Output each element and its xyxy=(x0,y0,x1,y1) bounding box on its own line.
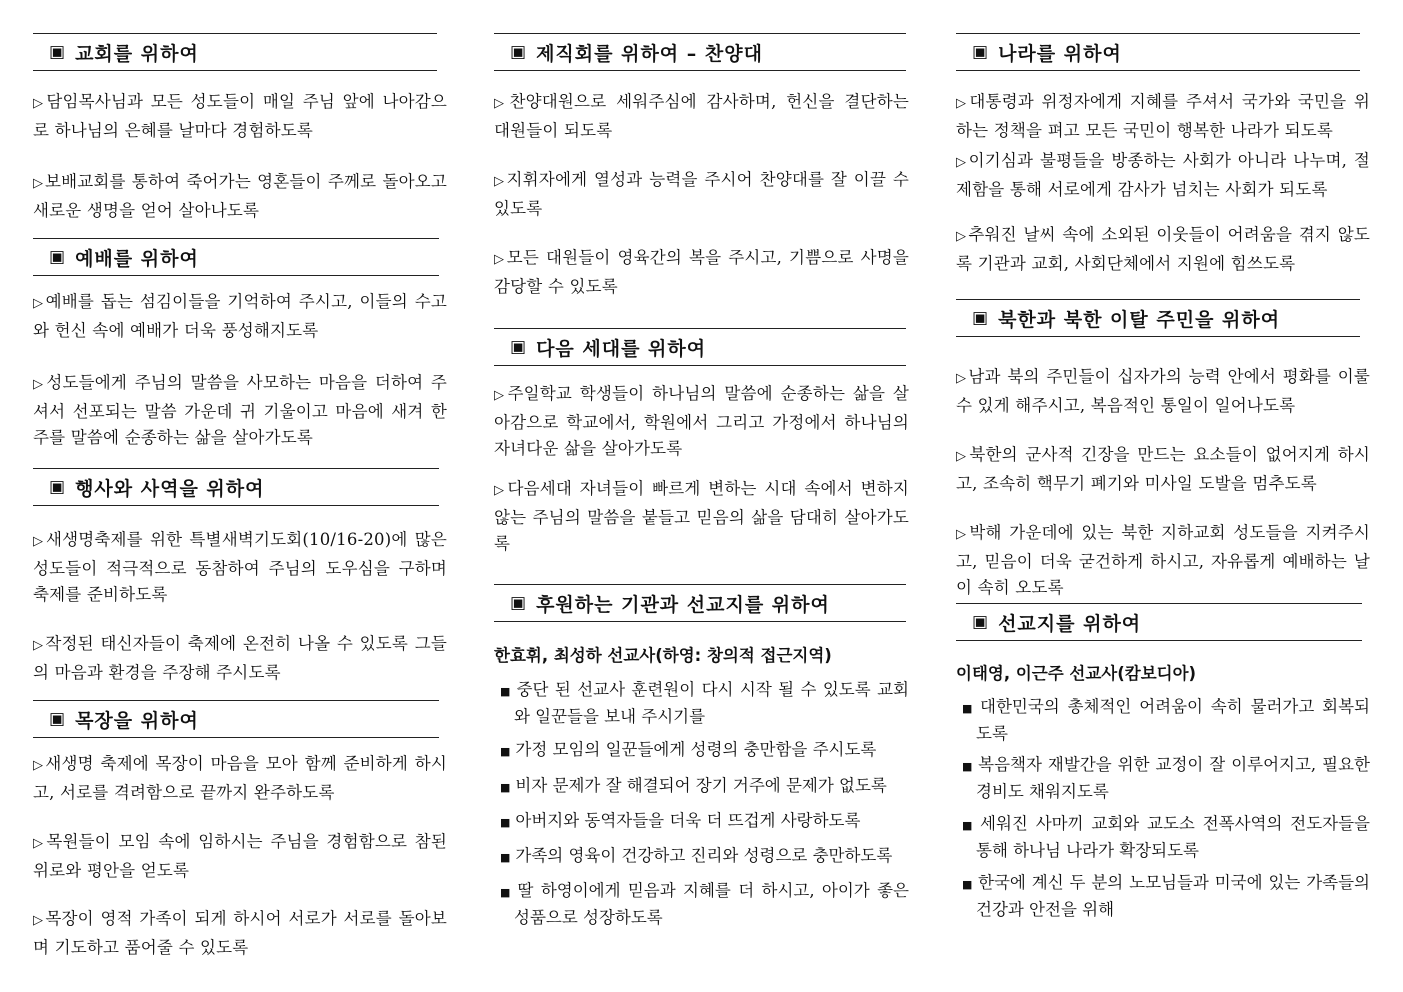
square-bullet-icon: ■ xyxy=(962,702,976,715)
section-header-nation xyxy=(956,33,1360,71)
prayer-item: ▷다음세대 자녀들이 빠르게 변하는 시대 속에서 변하지 않는 주님의 말씀을 붙들고 믿음의 삶을 담대히 살아가도록 xyxy=(494,479,909,553)
square-bullet-icon: ■ xyxy=(500,851,511,864)
section-header-supported xyxy=(494,584,906,622)
triangle-icon: ▷ xyxy=(33,913,45,928)
triangle-icon: ▷ xyxy=(33,638,45,653)
prayer-item: ▷보배교회를 통하여 죽어가는 영혼들이 주께로 돌아오고 새로운 생명을 얻어 살아나도록 xyxy=(33,172,448,220)
triangle-icon: ▷ xyxy=(956,449,969,464)
missionary-name: 한효휘, 최성하 선교사(하영: 창의적 접근지역) xyxy=(494,646,832,665)
triangle-icon: ▷ xyxy=(33,377,46,392)
prayer-bullet: ■ 가족의 영육이 건강하고 진리와 성령으로 충만하도록 xyxy=(500,846,893,865)
prayer-item: ▷지휘자에게 열성과 능력을 주시어 찬양대를 잘 이끌 수 있도록 xyxy=(494,170,909,218)
square-bullet-icon: ■ xyxy=(500,816,511,829)
prayer-bullet: ■ 가정 모임의 일꾼들에게 성령의 충만함을 주시도록 xyxy=(500,740,877,759)
triangle-icon: ▷ xyxy=(494,252,506,267)
triangle-icon: ▷ xyxy=(494,96,509,111)
section-title: 후원하는 기관과 선교지를 위하여 xyxy=(536,593,830,616)
section-header-mission xyxy=(956,603,1362,641)
prayer-item: ▷목장이 영적 가족이 되게 하시어 서로가 서로를 돌아보며 기도하고 품어줄 수 있도록 xyxy=(33,909,447,957)
triangle-icon: ▷ xyxy=(33,296,45,311)
triangle-icon: ▷ xyxy=(33,758,45,773)
section-marker-icon: ▣ xyxy=(972,612,989,632)
prayer-item: ▷이기심과 불평들을 방종하는 사회가 아니라 나누며, 절제함을 통해 서로에게 감사가 넘치는 사회가 되도록 xyxy=(956,151,1370,199)
section-header-choir xyxy=(494,33,906,71)
square-bullet-icon: ■ xyxy=(500,685,512,698)
triangle-icon: ▷ xyxy=(956,371,968,386)
section-title: 북한과 북한 이탈 주민을 위하여 xyxy=(998,308,1281,331)
prayer-item: ▷담임목사님과 모든 성도들이 매일 주님 앞에 나아감으로 하나님의 은혜를 날마다 경험하도록 xyxy=(33,92,447,140)
prayer-item: ▷성도들에게 주님의 말씀을 사모하는 마음을 더하여 주셔서 선포되는 말씀 가운데 귀 기울이고 마음에 새겨 한 주를 말씀에 순종하는 삶을 살아가도록 xyxy=(33,373,447,447)
column-left xyxy=(33,0,447,992)
section-title: 선교지를 위하여 xyxy=(998,612,1142,635)
section-title: 제직회를 위하여 – 찬양대 xyxy=(536,42,763,65)
section-marker-icon: ▣ xyxy=(972,308,989,328)
triangle-icon: ▷ xyxy=(956,96,969,111)
prayer-item: ▷찬양대원으로 세워주심에 감사하며, 헌신을 결단하는 대원들이 되도록 xyxy=(494,92,909,140)
triangle-icon: ▷ xyxy=(956,527,969,542)
triangle-icon: ▷ xyxy=(33,176,44,191)
section-title: 나라를 위하여 xyxy=(998,42,1122,65)
prayer-item: ▷남과 북의 주민들이 십자가의 능력 안에서 평화를 이룰 수 있게 해주시고, 복음적인 통일이 일어나도록 xyxy=(956,367,1370,415)
triangle-icon: ▷ xyxy=(33,534,45,549)
prayer-bullet: ■ 대한민국의 총체적인 어려움이 속히 물러가고 회복되도록 xyxy=(962,697,1370,743)
prayer-item: ▷추워진 날씨 속에 소외된 이웃들이 어려움을 겪지 않도록 기관과 교회, 사회단체에서 지원에 힘쓰도록 xyxy=(956,225,1370,273)
section-header-church xyxy=(33,33,437,71)
section-marker-icon: ▣ xyxy=(510,593,527,613)
square-bullet-icon: ■ xyxy=(962,878,974,891)
section-marker-icon: ▣ xyxy=(510,42,527,62)
square-bullet-icon: ■ xyxy=(500,886,513,899)
section-marker-icon: ▣ xyxy=(49,42,66,62)
section-marker-icon: ▣ xyxy=(49,477,66,497)
section-title: 다음 세대를 위하여 xyxy=(536,337,707,360)
prayer-item: ▷예배를 돕는 섬김이들을 기억하여 주시고, 이들의 수고와 헌신 속에 예배가 더욱 풍성해지도록 xyxy=(33,292,447,340)
prayer-bullet: ■ 아버지와 동역자들을 더욱 더 뜨겁게 사랑하도록 xyxy=(500,811,861,830)
triangle-icon: ▷ xyxy=(494,483,507,498)
section-marker-icon: ▣ xyxy=(510,337,527,357)
triangle-icon: ▷ xyxy=(33,836,46,851)
prayer-bullet: ■ 세워진 사마끼 교회와 교도소 전폭사역의 전도자들을 통해 하나님 나라가 확장되도록 xyxy=(962,814,1370,860)
prayer-item: ▷새생명 축제에 목장이 마음을 모아 함께 준비하게 하시고, 서로를 격려함으로 끝까지 완주하도록 xyxy=(33,754,447,802)
column-right xyxy=(956,0,1370,992)
section-marker-icon: ▣ xyxy=(49,709,66,729)
section-title: 행사와 사역을 위하여 xyxy=(75,477,265,500)
section-header-northkorea xyxy=(956,299,1360,337)
triangle-icon: ▷ xyxy=(494,388,507,403)
section-title: 목장을 위하여 xyxy=(75,709,199,732)
triangle-icon: ▷ xyxy=(494,174,506,189)
prayer-item: ▷모든 대원들이 영육간의 복을 주시고, 기쁨으로 사명을 감당할 수 있도록 xyxy=(494,248,909,296)
triangle-icon: ▷ xyxy=(33,96,46,111)
section-header-worship xyxy=(33,238,439,276)
prayer-bullet: ■ 중단 된 선교사 훈련원이 다시 시작 될 수 있도록 교회와 일꾼들을 보내 주시기를 xyxy=(500,680,909,726)
section-header-events xyxy=(33,468,439,506)
square-bullet-icon: ■ xyxy=(962,760,974,773)
missionary-name: 이태영, 이근주 선교사(캄보디아) xyxy=(956,664,1197,683)
prayer-item: ▷목원들이 모임 속에 임하시는 주님을 경험함으로 참된 위로와 평안을 얻도록 xyxy=(33,832,447,880)
square-bullet-icon: ■ xyxy=(500,781,511,794)
prayer-bullet: ■ 복음책자 재발간을 위한 교정이 잘 이루어지고, 필요한 경비도 채워지도록 xyxy=(962,755,1370,801)
column-middle xyxy=(494,0,909,992)
triangle-icon: ▷ xyxy=(956,155,968,170)
triangle-icon: ▷ xyxy=(956,229,968,244)
square-bullet-icon: ■ xyxy=(962,819,976,832)
prayer-item: ▷작정된 태신자들이 축제에 온전히 나올 수 있도록 그들의 마음과 환경을 주장해 주시도록 xyxy=(33,634,447,682)
section-marker-icon: ▣ xyxy=(972,42,989,62)
prayer-item: ▷주일학교 학생들이 하나님의 말씀에 순종하는 삶을 살아감으로 학교에서, 학원에서 그리고 가정에서 하나님의 자녀다운 삶을 살아가도록 xyxy=(494,384,909,458)
prayer-bullet: ■ 딸 하영이에게 믿음과 지혜를 더 하시고, 아이가 좋은 성품으로 성장하도록 xyxy=(500,881,909,927)
section-header-nextgen xyxy=(494,328,906,366)
prayer-item: ▷박해 가운데에 있는 북한 지하교회 성도들을 지켜주시고, 믿음이 더욱 굳건하게 하시고, 자유롭게 예배하는 날이 속히 오도록 xyxy=(956,523,1370,597)
section-header-parish xyxy=(33,700,439,738)
section-marker-icon: ▣ xyxy=(49,247,66,267)
section-title: 교회를 위하여 xyxy=(75,42,199,65)
prayer-item: ▷대통령과 위정자에게 지혜를 주셔서 국가와 국민을 위하는 정책을 펴고 모든 국민이 행복한 나라가 되도록 xyxy=(956,92,1370,140)
prayer-item: ▷북한의 군사적 긴장을 만드는 요소들이 없어지게 하시고, 조속히 핵무기 폐기와 미사일 도발을 멈추도록 xyxy=(956,445,1370,493)
prayer-bullet: ■ 비자 문제가 잘 해결되어 장기 거주에 문제가 없도록 xyxy=(500,776,887,795)
prayer-item: ▷새생명축제를 위한 특별새벽기도회(10/16-20)에 많은 성도들이 적극적으로 동참하여 주님의 도우심을 구하며 축제를 준비하도록 xyxy=(33,530,447,604)
section-title: 예배를 위하여 xyxy=(75,247,199,270)
prayer-bullet: ■ 한국에 계신 두 분의 노모님들과 미국에 있는 가족들의 건강과 안전을 위해 xyxy=(962,873,1370,919)
square-bullet-icon: ■ xyxy=(500,745,511,758)
